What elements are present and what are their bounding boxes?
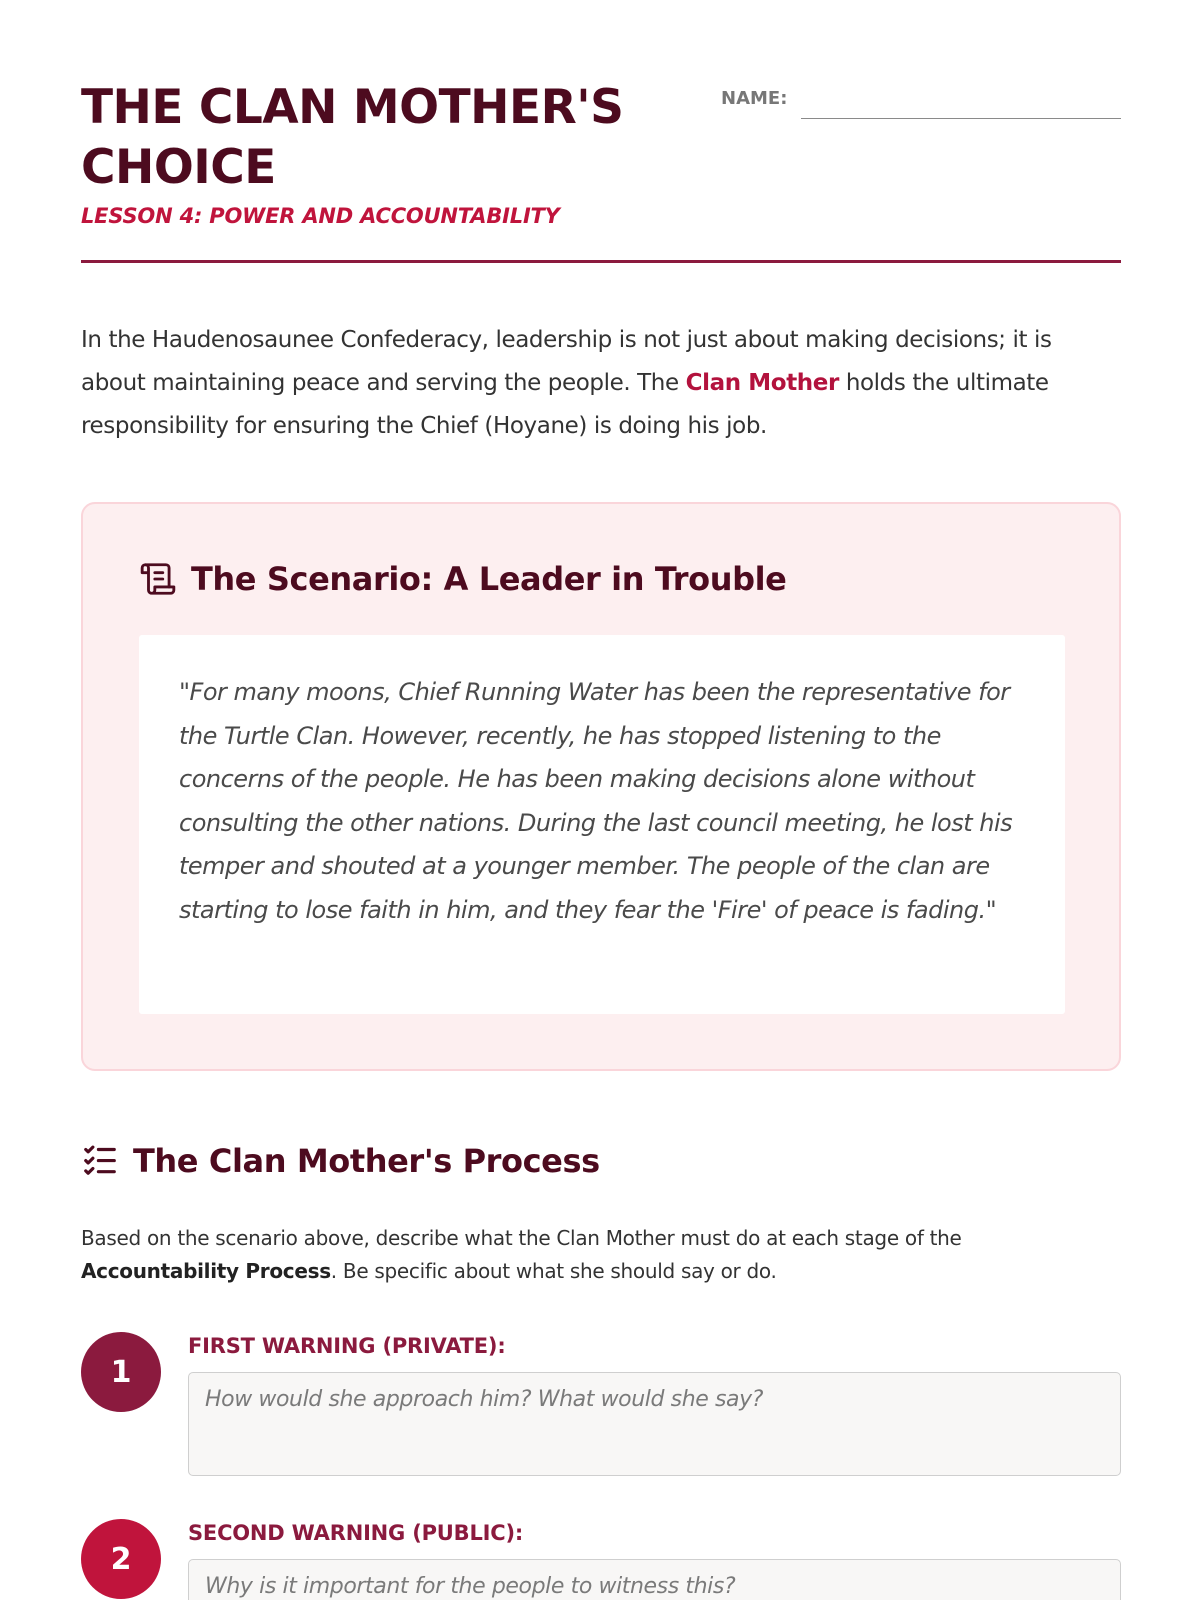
step-label: FIRST WARNING (PRIVATE): bbox=[188, 1334, 506, 1358]
intro-text-end: holds the ultimate responsibility for ensuring the Chief (Hoyane) is doing his job. bbox=[81, 370, 1049, 439]
lesson-subtitle: LESSON 4: POWER AND ACCOUNTABILITY bbox=[81, 204, 560, 228]
scenario-box bbox=[81, 502, 1121, 1071]
header-divider bbox=[81, 260, 1121, 263]
scenario-heading-row bbox=[139, 560, 786, 598]
name-field[interactable] bbox=[801, 118, 1121, 119]
worksheet-header bbox=[81, 78, 1121, 264]
scenario-heading: The Scenario: A Leader in Trouble bbox=[191, 560, 787, 598]
step-number-badge: 1 bbox=[81, 1332, 161, 1412]
scenario-quote: "For many moons, Chief Running Water has been the representative for the Turtle Clan. However, recently, he has stopped listening to the concerns of the people. He has been making decisions alone without consulting the other nations. During the last council meeting, he lost his temper and shouted at a younger member. The people of the clan are starting to lose faith in him, and they fear the 'Fire' of peace is fading." bbox=[179, 678, 1013, 924]
scroll-icon bbox=[139, 560, 177, 598]
process-text-bold: Accountability Process bbox=[81, 1259, 331, 1283]
process-text-end: . Be specific about what she should say or do. bbox=[330, 1259, 777, 1283]
step-number-badge: 2 bbox=[81, 1519, 161, 1599]
process-heading: The Clan Mother's Process bbox=[133, 1142, 600, 1180]
page-title: THE CLAN MOTHER'S CHOICE bbox=[81, 80, 624, 195]
intro-highlight: Clan Mother bbox=[685, 370, 839, 396]
step-label: SECOND WARNING (PUBLIC): bbox=[188, 1521, 524, 1545]
intro-paragraph bbox=[81, 319, 1121, 448]
name-label: NAME: bbox=[721, 88, 788, 109]
second-warning-answer[interactable] bbox=[188, 1559, 1121, 1600]
checklist-icon bbox=[81, 1140, 119, 1182]
process-text-start: Based on the scenario above, describe what the Clan Mother must do at each stage of the bbox=[81, 1226, 962, 1250]
first-warning-answer[interactable] bbox=[188, 1372, 1121, 1476]
process-instructions bbox=[81, 1222, 1121, 1288]
scenario-quote-card bbox=[139, 635, 1065, 1014]
process-heading-row bbox=[81, 1140, 600, 1182]
intro-text-start: In the Haudenosaunee Confederacy, leadership is not just about making decisions; it is about maintaining peace and serving the people. The bbox=[81, 327, 1052, 396]
